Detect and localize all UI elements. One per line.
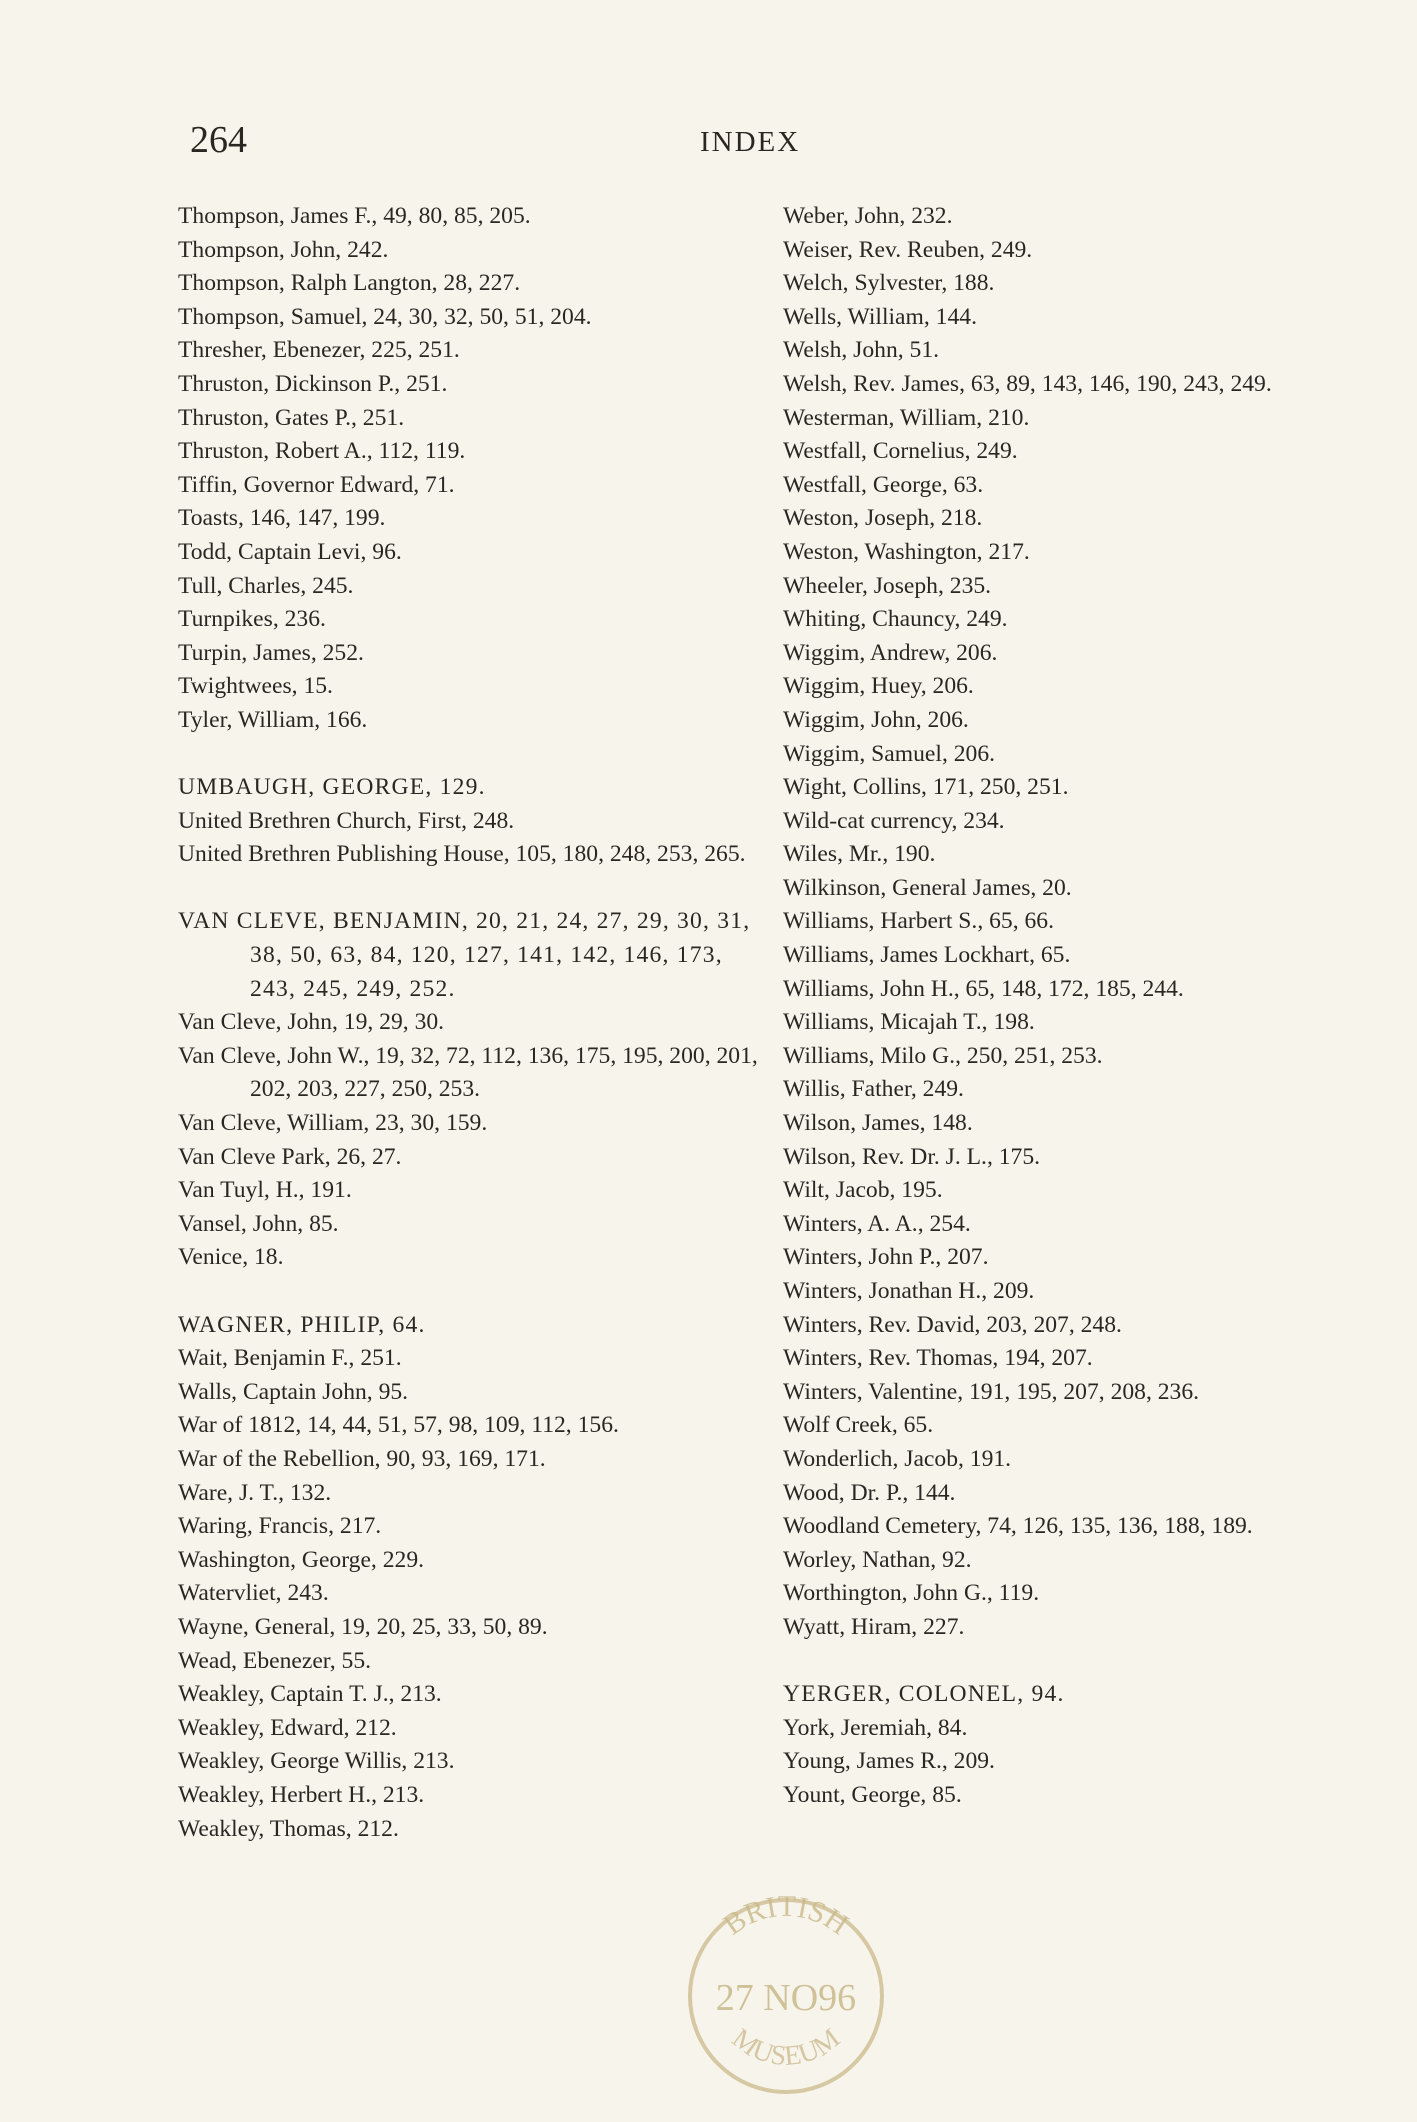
index-entry: Willis, Father, 249.	[783, 1076, 964, 1103]
index-entry-section-lead: VAN CLEVE, BENJAMIN, 20, 21, 24, 27, 29, 30, 31, 38, 50, 63, 84, 120, 127, 141, 142, 146, 173, 243, 245, 249, 252.	[178, 908, 751, 1002]
index-entry: Twightwees, 15.	[178, 673, 333, 700]
index-entry: Williams, Harbert S., 65, 66.	[783, 908, 1054, 935]
index-entry: Winters, Valentine, 191, 195, 207, 208, 236.	[783, 1378, 1200, 1405]
index-entry: Ware, J. T., 132.	[178, 1479, 332, 1506]
index-entry: Wilkinson, General James, 20.	[783, 874, 1072, 901]
index-entry: Van Cleve, John W., 19, 32, 72, 112, 136, 175, 195, 200, 201, 202, 203, 227, 250, 253.	[178, 1042, 758, 1103]
index-entry: Wells, William, 144.	[783, 303, 977, 330]
index-entry: Winters, Rev. Thomas, 194, 207.	[783, 1345, 1093, 1372]
index-entry: Vansel, John, 85.	[178, 1210, 339, 1237]
index-entry: Weakley, Captain T. J., 213.	[178, 1681, 442, 1708]
index-entry: Thompson, John, 242.	[178, 236, 389, 263]
stamp-bottom-text: MUSEUM	[726, 2022, 846, 2073]
index-entry: Westfall, Cornelius, 249.	[783, 438, 1018, 465]
index-entry: Thruston, Dickinson P., 251.	[178, 370, 448, 397]
index-entry: Weakley, Thomas, 212.	[178, 1815, 399, 1842]
index-entry: Winters, Jonathan H., 209.	[783, 1278, 1035, 1304]
svg-text:BRITISH	[717, 1890, 854, 1942]
index-entry-section-lead: WAGNER, PHILIP, 64.	[178, 1311, 426, 1338]
index-entry: Winters, A. A., 254.	[783, 1210, 971, 1237]
index-entry-section-lead: UMBAUGH, GEORGE, 129.	[178, 774, 486, 801]
index-entry: Turpin, James, 252.	[178, 639, 364, 666]
index-entry: Wait, Benjamin F., 251.	[178, 1345, 402, 1372]
index-entry: Woodland Cemetery, 74, 126, 135, 136, 188, 189.	[783, 1513, 1253, 1540]
index-entry: Wiles, Mr., 190.	[783, 841, 936, 868]
index-entry: Tyler, William, 166.	[178, 706, 368, 733]
index-entry: Wight, Collins, 171, 250, 251.	[783, 774, 1069, 801]
index-entry: Wiggim, Samuel, 206.	[783, 740, 996, 767]
library-stamp-seal	[672, 1876, 900, 2104]
index-column-right	[783, 200, 1343, 1813]
index-entry: Venice, 18.	[178, 1244, 284, 1271]
index-entry: Washington, George, 229.	[178, 1546, 425, 1573]
index-entry: Thompson, Samuel, 24, 30, 32, 50, 51, 204.	[178, 303, 592, 330]
index-entry: Van Cleve, John, 19, 29, 30.	[178, 1009, 445, 1036]
index-entry: Wiggim, John, 206.	[783, 706, 969, 733]
running-head: INDEX	[700, 126, 801, 158]
index-entry: Thompson, Ralph Langton, 28, 227.	[178, 270, 521, 297]
index-entry: Worthington, John G., 119.	[783, 1580, 1040, 1607]
index-entry: Van Cleve Park, 26, 27.	[178, 1143, 402, 1170]
index-entry: Wilson, James, 148.	[783, 1110, 973, 1137]
index-entry: Toasts, 146, 147, 199.	[178, 505, 386, 532]
index-entry: Welsh, Rev. James, 63, 89, 143, 146, 190, 243, 249.	[783, 370, 1272, 397]
index-entry: Westerman, William, 210.	[783, 404, 1030, 431]
index-entry: War of 1812, 14, 44, 51, 57, 98, 109, 112, 156.	[178, 1412, 619, 1439]
index-entry: Wood, Dr. P., 144.	[783, 1479, 956, 1506]
index-entry: Williams, James Lockhart, 65.	[783, 942, 1071, 969]
index-entry: Winters, Rev. David, 203, 207, 248.	[783, 1311, 1122, 1338]
index-entry: Yount, George, 85.	[783, 1781, 962, 1808]
index-entry: Weiser, Rev. Reuben, 249.	[783, 236, 1033, 263]
svg-text:MUSEUM	[726, 2023, 846, 2072]
index-entry: Wyatt, Hiram, 227.	[783, 1613, 965, 1640]
index-entry: Welch, Sylvester, 188.	[783, 270, 995, 297]
index-entry: Thompson, James F., 49, 80, 85, 205.	[178, 203, 531, 229]
index-entry: Thresher, Ebenezer, 225, 251.	[178, 337, 460, 364]
index-entry: Todd, Captain Levi, 96.	[178, 538, 402, 565]
index-entry: Van Cleve, William, 23, 30, 159.	[178, 1110, 488, 1137]
index-entry: Wild-cat currency, 234.	[783, 807, 1005, 834]
index-entry: Thruston, Robert A., 112, 119.	[178, 438, 466, 465]
index-entry-section-lead: YERGER, COLONEL, 94.	[783, 1681, 1065, 1708]
index-entry: War of the Rebellion, 90, 93, 169, 171.	[178, 1445, 546, 1472]
index-entry: Williams, Milo G., 250, 251, 253.	[783, 1042, 1103, 1069]
index-entry: Young, James R., 209.	[783, 1748, 995, 1775]
index-entry: United Brethren Church, First, 248.	[178, 807, 515, 834]
index-entry: Wiggim, Huey, 206.	[783, 673, 974, 700]
index-entry: Weakley, Herbert H., 213.	[178, 1781, 425, 1808]
index-entry: Weber, John, 232.	[783, 203, 953, 229]
index-entry: Tiffin, Governor Edward, 71.	[178, 471, 455, 498]
index-entry: Thruston, Gates P., 251.	[178, 404, 405, 431]
index-entry: Wayne, General, 19, 20, 25, 33, 50, 89.	[178, 1613, 548, 1640]
index-entry: Watervliet, 243.	[178, 1580, 329, 1607]
index-entry: Williams, Micajah T., 198.	[783, 1009, 1035, 1036]
index-entry: Wolf Creek, 65.	[783, 1412, 934, 1439]
index-entry: Whiting, Chauncy, 249.	[783, 606, 1008, 633]
index-entry: York, Jeremiah, 84.	[783, 1714, 968, 1741]
stamp-date-text: 27 NO96	[715, 1977, 857, 2019]
index-entry: Wonderlich, Jacob, 191.	[783, 1445, 1012, 1472]
index-entry: Wilt, Jacob, 195.	[783, 1177, 943, 1204]
index-entry: Welsh, John, 51.	[783, 337, 940, 364]
index-entry: Wilson, Rev. Dr. J. L., 175.	[783, 1143, 1041, 1170]
index-entry: Turnpikes, 236.	[178, 606, 326, 633]
page-number: 264	[190, 119, 247, 161]
index-entry: Weakley, George Willis, 213.	[178, 1748, 455, 1775]
index-entry: Waring, Francis, 217.	[178, 1513, 382, 1540]
index-entry: Weston, Joseph, 218.	[783, 505, 983, 532]
index-entry: Tull, Charles, 245.	[178, 572, 354, 599]
index-entry: Wiggim, Andrew, 206.	[783, 639, 998, 666]
index-entry: United Brethren Publishing House, 105, 180, 248, 253, 265.	[178, 841, 746, 868]
index-entry: Westfall, George, 63.	[783, 471, 984, 498]
index-entry: Winters, John P., 207.	[783, 1244, 989, 1271]
index-entry: Weston, Washington, 217.	[783, 538, 1030, 565]
index-entry: Worley, Nathan, 92.	[783, 1546, 972, 1573]
index-entry: Walls, Captain John, 95.	[178, 1378, 409, 1405]
index-entry: Wead, Ebenezer, 55.	[178, 1647, 372, 1674]
index-entry: Van Tuyl, H., 191.	[178, 1177, 352, 1204]
stamp-top-text: BRITISH	[717, 1889, 855, 1942]
index-entry: Weakley, Edward, 212.	[178, 1714, 397, 1741]
index-entry: Wheeler, Joseph, 235.	[783, 572, 992, 599]
index-entry: Williams, John H., 65, 148, 172, 185, 244.	[783, 975, 1184, 1002]
index-column-left	[178, 200, 758, 1846]
